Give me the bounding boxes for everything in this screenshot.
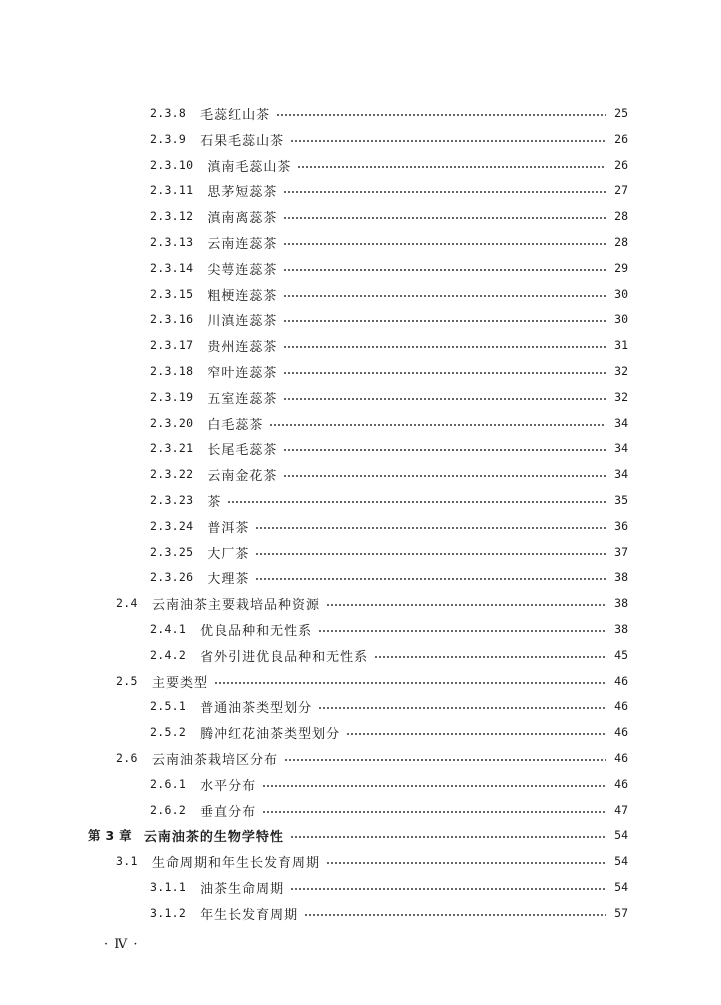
dot-leader bbox=[290, 888, 606, 890]
toc-entry-title: 主要类型 bbox=[152, 675, 209, 691]
toc-entry[interactable] bbox=[150, 203, 628, 229]
toc-entry-page: 38 bbox=[614, 622, 628, 636]
toc-entry-number: 2.3.19 bbox=[150, 390, 194, 404]
dot-leader bbox=[283, 243, 606, 245]
toc-entry[interactable] bbox=[150, 126, 628, 152]
toc-entry-number: 3.1 bbox=[116, 854, 138, 868]
toc-entry-number: 2.3.21 bbox=[150, 441, 194, 455]
toc-entry-title: 贵州连蕊茶 bbox=[207, 339, 278, 355]
toc-entry-number: 2.3.10 bbox=[150, 158, 194, 172]
toc-entry[interactable] bbox=[150, 874, 628, 900]
toc-entry-page: 29 bbox=[614, 261, 628, 275]
toc-entry[interactable] bbox=[150, 229, 628, 255]
toc-entry[interactable] bbox=[150, 564, 628, 590]
toc-entry-title: 大理茶 bbox=[207, 571, 250, 587]
dot-leader bbox=[284, 759, 606, 761]
toc-entry-number: 2.4.1 bbox=[150, 622, 187, 636]
toc-entry[interactable] bbox=[150, 332, 628, 358]
toc-entry-number: 3.1.1 bbox=[150, 880, 187, 894]
toc-entry-number: 2.3.22 bbox=[150, 467, 194, 481]
toc-entry[interactable] bbox=[150, 771, 628, 797]
toc-entry-number: 2.3.23 bbox=[150, 493, 194, 507]
toc-entry-title: 生命周期和年生长发育周期 bbox=[152, 855, 321, 871]
dot-leader bbox=[290, 836, 606, 838]
dot-leader bbox=[255, 527, 606, 529]
toc-entry-page: 57 bbox=[614, 906, 628, 920]
toc-entry-number: 2.6.1 bbox=[150, 777, 187, 791]
toc-entry-title: 云南油茶主要栽培品种资源 bbox=[152, 597, 321, 613]
toc-entry-number: 2.3.12 bbox=[150, 209, 194, 223]
dot-leader bbox=[283, 269, 606, 271]
toc-entry-title: 五室连蕊茶 bbox=[207, 391, 278, 407]
toc-entry-page: 26 bbox=[614, 132, 628, 146]
toc-entry-title: 石果毛蕊山茶 bbox=[200, 133, 285, 149]
toc-entry[interactable] bbox=[150, 539, 628, 565]
toc-entry-title: 滇南离蕊茶 bbox=[207, 210, 278, 226]
toc-entry-title: 省外引进优良品种和无性系 bbox=[200, 649, 369, 665]
toc-entry-number: 2.3.25 bbox=[150, 545, 194, 559]
toc-entry-title: 垂直分布 bbox=[200, 804, 257, 820]
toc-entry[interactable] bbox=[116, 848, 628, 874]
toc-entry-title: 年生长发育周期 bbox=[200, 907, 299, 923]
toc-entry-page: 46 bbox=[614, 699, 628, 713]
toc-entry[interactable] bbox=[150, 152, 628, 178]
toc-entry-title: 粗梗连蕊茶 bbox=[207, 288, 278, 304]
dot-leader bbox=[318, 707, 606, 709]
toc-entry[interactable] bbox=[150, 487, 628, 513]
toc-entry-page: 46 bbox=[614, 725, 628, 739]
toc-entry-number: 2.3.11 bbox=[150, 183, 194, 197]
toc-entry[interactable] bbox=[150, 358, 628, 384]
toc-entry-page: 28 bbox=[614, 235, 628, 249]
toc-entry-number: 2.3.18 bbox=[150, 364, 194, 378]
dot-leader bbox=[214, 682, 606, 684]
toc-entry-page: 46 bbox=[614, 674, 628, 688]
toc-entry-number: 2.3.26 bbox=[150, 570, 194, 584]
toc-entry-page: 45 bbox=[614, 648, 628, 662]
toc-entry-title: 毛蕊红山茶 bbox=[200, 107, 271, 123]
toc-entry[interactable] bbox=[150, 306, 628, 332]
dot-leader bbox=[283, 372, 606, 374]
toc-entry-number: 2.6.2 bbox=[150, 803, 187, 817]
toc-entry-page: 34 bbox=[614, 416, 628, 430]
dot-leader bbox=[297, 166, 606, 168]
dot-leader bbox=[304, 914, 606, 916]
toc-entry[interactable] bbox=[150, 693, 628, 719]
dot-leader bbox=[262, 785, 606, 787]
toc-entry-title: 普通油茶类型划分 bbox=[200, 700, 313, 716]
toc-entry-page: 54 bbox=[614, 880, 628, 894]
toc-entry[interactable] bbox=[150, 384, 628, 410]
toc-entry[interactable] bbox=[150, 255, 628, 281]
toc-entry-number: 2.5.1 bbox=[150, 699, 187, 713]
toc-entry-title: 普洱茶 bbox=[207, 520, 250, 536]
dot-leader bbox=[283, 295, 606, 297]
dot-leader bbox=[283, 449, 606, 451]
toc-entry-page: 30 bbox=[614, 287, 628, 301]
dot-leader bbox=[326, 604, 606, 606]
dot-leader bbox=[283, 346, 606, 348]
dot-leader bbox=[227, 501, 606, 503]
dot-leader bbox=[346, 733, 606, 735]
toc-entry[interactable] bbox=[150, 513, 628, 539]
toc-entry[interactable] bbox=[150, 900, 628, 926]
toc-entry-title: 大厂茶 bbox=[207, 546, 250, 562]
toc-entry[interactable] bbox=[150, 642, 628, 668]
toc-entry[interactable] bbox=[150, 410, 628, 436]
dot-leader bbox=[262, 811, 606, 813]
toc-entry-number: 2.3.15 bbox=[150, 287, 194, 301]
toc-entry-page: 54 bbox=[614, 828, 628, 842]
dot-leader bbox=[255, 578, 606, 580]
toc-entry-page: 38 bbox=[614, 570, 628, 584]
toc-entry-title: 窄叶连蕊茶 bbox=[207, 365, 278, 381]
toc-entry[interactable] bbox=[116, 745, 628, 771]
toc-entry-title: 茶 bbox=[207, 494, 222, 510]
dot-leader bbox=[255, 553, 606, 555]
toc-entry-title: 腾冲红花油茶类型划分 bbox=[200, 726, 341, 742]
toc-entry-number: 2.4 bbox=[116, 596, 138, 610]
toc-entry-page: 31 bbox=[614, 338, 628, 352]
toc-entry-number: 2.3.13 bbox=[150, 235, 194, 249]
toc-entry-page: 34 bbox=[614, 467, 628, 481]
toc-entry-title: 云南连蕊茶 bbox=[207, 236, 278, 252]
toc-entry-title: 油茶生命周期 bbox=[200, 881, 285, 897]
toc-entry-number: 2.5.2 bbox=[150, 725, 187, 739]
toc-entry-number: 2.4.2 bbox=[150, 648, 187, 662]
toc-entry[interactable] bbox=[150, 797, 628, 823]
toc-entry-page: 25 bbox=[614, 106, 628, 120]
toc-entry-page: 34 bbox=[614, 441, 628, 455]
toc-entry-number: 2.6 bbox=[116, 751, 138, 765]
dot-leader bbox=[283, 191, 606, 193]
toc-entry-number: 2.3.24 bbox=[150, 519, 194, 533]
toc-entry-page: 27 bbox=[614, 183, 628, 197]
toc-entry-title: 白毛蕊茶 bbox=[207, 417, 264, 433]
dot-leader bbox=[374, 656, 606, 658]
toc-entry-page: 46 bbox=[614, 777, 628, 791]
toc-entry-title: 思茅短蕊茶 bbox=[207, 184, 278, 200]
toc-entry-title: 尖萼连蕊茶 bbox=[207, 262, 278, 278]
toc-entry-title: 水平分布 bbox=[200, 778, 257, 794]
dot-leader bbox=[290, 140, 606, 142]
toc-entry[interactable] bbox=[116, 668, 628, 694]
toc-entry-page: 46 bbox=[614, 751, 628, 765]
toc-entry-page: 32 bbox=[614, 364, 628, 378]
dot-leader bbox=[276, 114, 606, 116]
toc-entry-page: 35 bbox=[614, 493, 628, 507]
toc-entry-page: 36 bbox=[614, 519, 628, 533]
toc-entry[interactable] bbox=[88, 822, 628, 848]
toc-entry-number: 2.3.20 bbox=[150, 416, 194, 430]
toc-entry-number: 2.3.14 bbox=[150, 261, 194, 275]
toc-entry-number: 2.3.9 bbox=[150, 132, 187, 146]
dot-leader bbox=[283, 398, 606, 400]
toc-entry-title: 长尾毛蕊茶 bbox=[207, 442, 278, 458]
toc-entry-number: 2.3.16 bbox=[150, 312, 194, 326]
toc-entry[interactable] bbox=[150, 100, 628, 126]
toc-entry[interactable] bbox=[150, 177, 628, 203]
toc-entry-page: 37 bbox=[614, 545, 628, 559]
toc-entry-page: 28 bbox=[614, 209, 628, 223]
toc-entry-title: 云南油茶栽培区分布 bbox=[152, 752, 279, 768]
toc-entry-number: 2.3.8 bbox=[150, 106, 187, 120]
toc-entry-page: 54 bbox=[614, 854, 628, 868]
toc-entry-title: 云南金花茶 bbox=[207, 468, 278, 484]
toc-entry-number: 第 3 章 bbox=[88, 828, 132, 843]
toc-entry-number: 3.1.2 bbox=[150, 906, 187, 920]
dot-leader bbox=[283, 320, 606, 322]
toc-entry-title: 川滇连蕊茶 bbox=[207, 313, 278, 329]
dot-leader bbox=[269, 424, 606, 426]
toc-entry[interactable] bbox=[116, 590, 628, 616]
toc-entry-page: 26 bbox=[614, 158, 628, 172]
toc-entry-page: 32 bbox=[614, 390, 628, 404]
dot-leader bbox=[283, 217, 606, 219]
toc-entry-title: 滇南毛蕊山茶 bbox=[207, 159, 292, 175]
toc-entry-number: 2.5 bbox=[116, 674, 138, 688]
page-number: · Ⅳ · bbox=[104, 937, 139, 952]
toc-entry-title: 优良品种和无性系 bbox=[200, 623, 313, 639]
toc-entry-title: 云南油茶的生物学特性 bbox=[143, 829, 284, 845]
dot-leader bbox=[326, 862, 606, 864]
toc-entry-page: 38 bbox=[614, 596, 628, 610]
toc-entry[interactable] bbox=[150, 719, 628, 745]
toc-entry[interactable] bbox=[150, 281, 628, 307]
toc-entry-number: 2.3.17 bbox=[150, 338, 194, 352]
toc-entry-page: 30 bbox=[614, 312, 628, 326]
toc-entry[interactable] bbox=[150, 435, 628, 461]
toc-entry-page: 47 bbox=[614, 803, 628, 817]
dot-leader bbox=[283, 475, 606, 477]
toc-entry[interactable] bbox=[150, 461, 628, 487]
toc-entry[interactable] bbox=[150, 616, 628, 642]
dot-leader bbox=[318, 630, 606, 632]
